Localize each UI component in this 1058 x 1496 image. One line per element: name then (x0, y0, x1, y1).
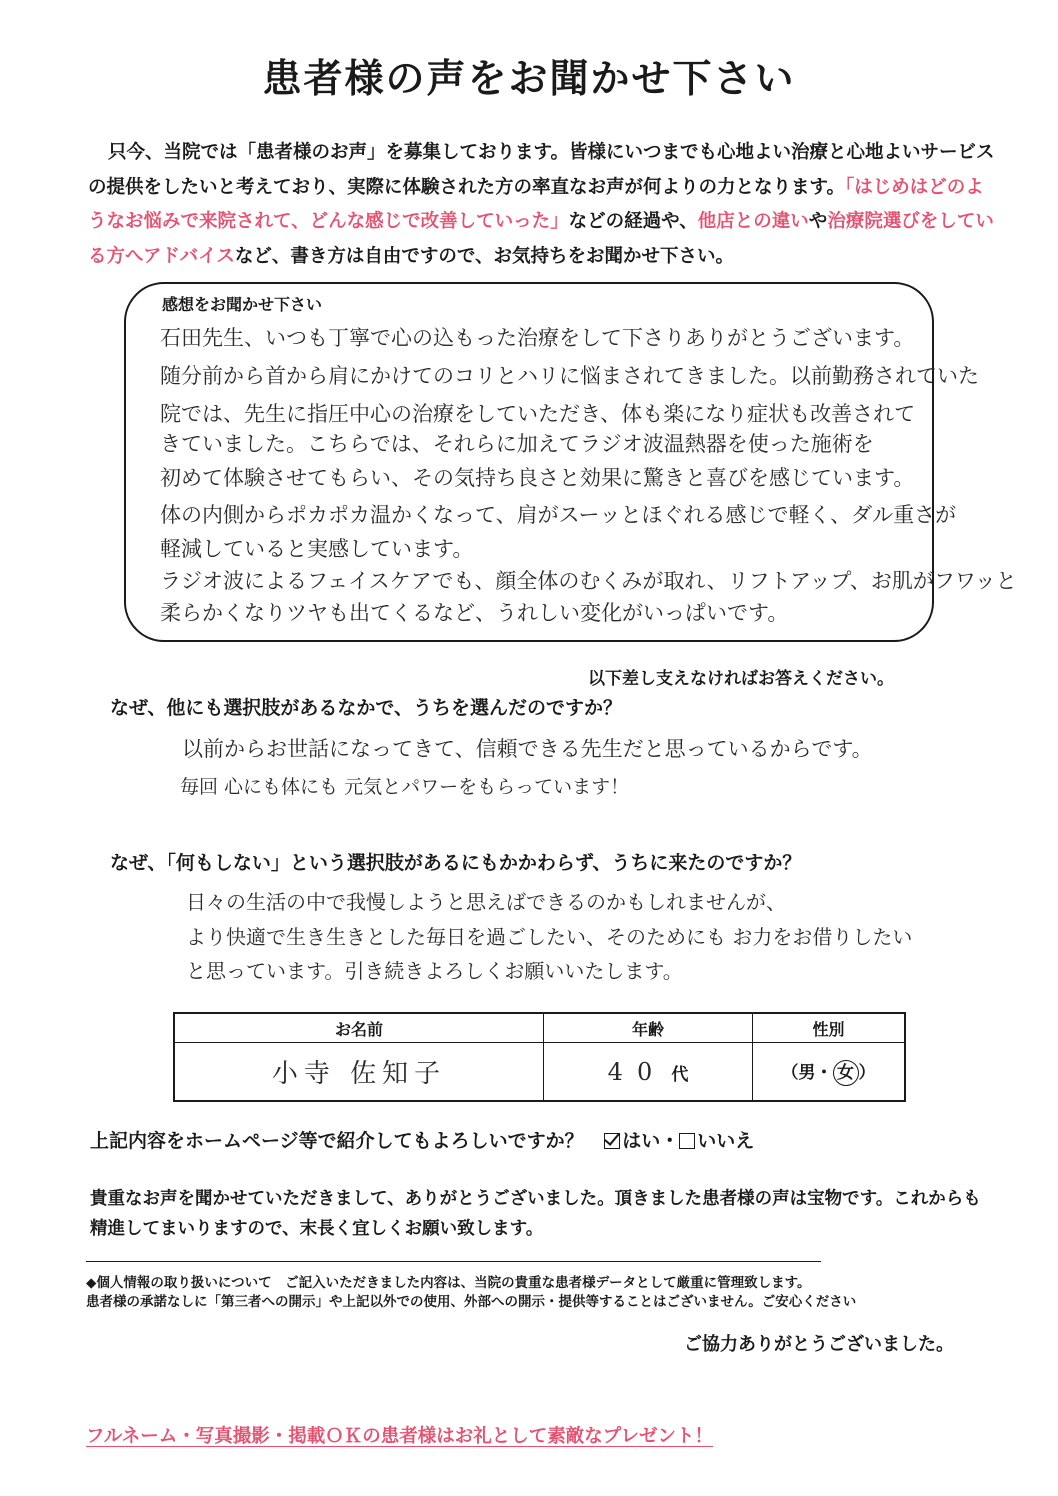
patient-info-table (173, 1012, 906, 1102)
privacy-line-2: 患者様の承諾なしに「第三者への開示」や上記以外での使用、外部への開示・提供等することはございません。ご安心ください (86, 1294, 857, 1310)
patient-name: 小寺 佐知子 (271, 1059, 447, 1090)
age-unit: 代 (671, 1064, 689, 1085)
intro-highlight-3: 治療院選びをしている方へアドバイス (88, 211, 994, 267)
consent-no-label: いいえ (697, 1130, 755, 1152)
checkbox-empty-icon[interactable] (679, 1133, 695, 1149)
gender-close: ） (858, 1062, 876, 1083)
feedback-line: 院では、先生に指圧中心の治療をしていただき、体も楽になり症状も改善されて (160, 402, 916, 426)
answer-1-line: 毎回 心にも体にも 元気とパワーをもらっています！ (180, 776, 630, 798)
feedback-line: きていました。こちらでは、それらに加えてラジオ波温熱器を使った施術を (160, 432, 874, 456)
intro-text-2: などの経過や、 (568, 211, 698, 232)
answer-2-line: 日々の生活の中で我慢しようと思えばできるのかもしれませんが、 (186, 890, 786, 914)
gender-header: 性別 (753, 1013, 906, 1043)
consent-no-option[interactable] (679, 1130, 754, 1152)
feedback-line: 軽減していると実感しています。 (160, 537, 474, 561)
closing-text: ご協力ありがとうございました。 (684, 1334, 954, 1355)
gender-cell (753, 1043, 906, 1101)
intro-highlight-2: 他店との違い (697, 211, 809, 232)
thanks-paragraph: 貴重なお声を聞かせていただきまして、ありがとうございました。頂きました患者様の声は宝物です。これからも精進してまいりますので、末長く宜しくお願い致します。 (90, 1189, 981, 1239)
consent-question: 上記内容をホームページ等で紹介してもよろしいですか？ (90, 1130, 584, 1152)
gender-selected-female: 女 (833, 1060, 859, 1086)
consent-row (90, 1126, 754, 1153)
privacy-line-1: ◆個人情報の取り扱いについて ご記入いただきました内容は、当院の貴重な患者様データとして厳重に管理致します。 (86, 1275, 811, 1291)
answer-2-line: と思っています。引き続きよろしくお願いいたします。 (186, 959, 683, 983)
answer-1-line: 以前からお世話になってきて、信頼できる先生だと思っているからです。 (182, 737, 873, 761)
answer-2-line: より快適で生き生きとした毎日を過ごしたい、そのためにも お力をお借りしたい (186, 925, 913, 949)
gender-open: （男・ (781, 1062, 833, 1083)
consent-yes-label: はい (622, 1130, 661, 1152)
question-1: なぜ、他にも選択肢があるなかで、うちを選んだのですか？ (110, 697, 623, 719)
divider (86, 1261, 821, 1262)
age-value: 40 (607, 1057, 667, 1086)
consent-yes-option[interactable] (604, 1130, 660, 1152)
name-header: お名前 (174, 1013, 544, 1043)
checkbox-checked-icon[interactable] (604, 1133, 620, 1149)
feedback-line: 随分前から首から肩にかけてのコリとハリに悩まされてきました。以前勤務されていた (160, 364, 979, 388)
feedback-line: 体の内側からポカポカ温かくなって、肩がスーッとほぐれる感じで軽く、ダル重さが (160, 503, 957, 527)
name-cell (174, 1043, 544, 1101)
optional-note: 以下差し支えなければお答えください。 (588, 669, 894, 689)
intro-paragraph (88, 136, 998, 274)
intro-text-3: や (808, 211, 828, 232)
question-2: なぜ、「何もしない」という選択肢があるにもかかわらず、うちに来たのですか？ (110, 852, 802, 874)
age-cell (544, 1043, 753, 1101)
intro-highlight-1: 「はじめはどのようなお悩みで来院されて、どんな感じで改善していった」 (88, 176, 984, 232)
intro-text-4: など、書き方は自由ですので、お気持ちをお聞かせ下さい。 (234, 245, 735, 267)
feedback-line: ラジオ波によるフェイスケアでも、顔全体のむくみが取れ、リフトアップ、お肌がフワッと (160, 569, 1017, 593)
age-header: 年齢 (544, 1013, 753, 1043)
intro-text-1: 只今、当院では「患者様のお声」を募集しております。皆様にいつまでも心地よい治療と心地よいサービスの提供をしたいと考えており、実際に体験された方の率直なお声が何よりの力となります。 (88, 142, 995, 198)
present-banner: フルネーム・写真撮影・掲載ＯＫの患者様はお礼として素敵なプレゼント！ (86, 1426, 713, 1447)
page-title: 患者様の声をお聞かせ下さい (262, 57, 796, 102)
feedback-label: 感想をお聞かせ下さい (162, 295, 323, 314)
feedback-line: 石田先生、いつも丁寧で心の込もった治療をして下さりありがとうございます。 (160, 326, 915, 350)
feedback-line: 初めて体験させてもらい、その気持ち良さと効果に驚きと喜びを感じています。 (160, 466, 915, 490)
consent-separator: ・ (660, 1130, 680, 1152)
feedback-line: 柔らかくなりツヤも出てくるなど、うれしい変化がいっぱいです。 (160, 601, 789, 625)
